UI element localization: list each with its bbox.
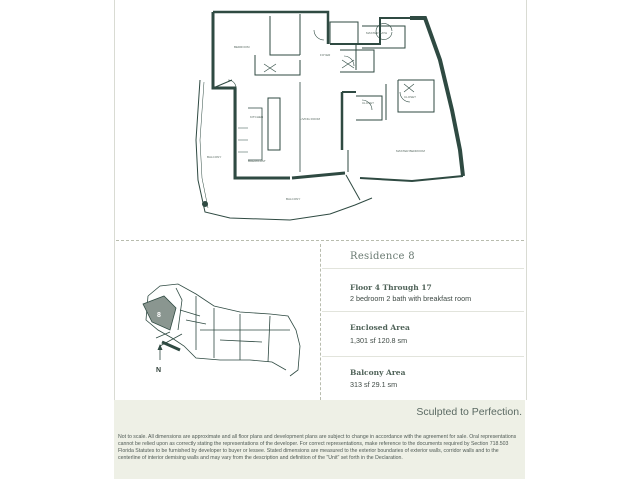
svg-text:BREAKFAST: BREAKFAST — [248, 159, 266, 163]
legal-disclaimer: Not to scale. All dimensions are approximate and all floor plans and development plans are subject to change in accordance with the agreement for sale. Oral representations cannot be relied upon as correctly stating the representations of the developer. For correct representations, make reference to the documents required by Section 718.503 Florida Statutes to be furnished by developer to buyer or lessee. Stated dimensions are measured to the exterior boundaries of exterior walls, corridor walls and to the centerline of interior demising walls and may vary from the description and definition of the "Unit" set forth in the Declaration. — [118, 434, 517, 461]
svg-text:CLOSET: CLOSET — [404, 95, 417, 99]
svg-text:FOYER: FOYER — [320, 53, 331, 57]
svg-text:MASTER BEDROOM: MASTER BEDROOM — [396, 149, 425, 153]
enclosed-area-heading: Enclosed Area — [350, 323, 410, 332]
info-divider — [322, 311, 524, 312]
enclosed-area-value: 1,301 sf 120.8 sm — [350, 336, 408, 345]
svg-text:BALCONY: BALCONY — [286, 197, 301, 201]
floor-range-text: 2 bedroom 2 bath with breakfast room — [350, 294, 472, 303]
svg-text:CLOSET: CLOSET — [362, 101, 375, 105]
north-indicator: N — [156, 367, 162, 374]
balcony-area-value: 313 sf 29.1 sm — [350, 380, 398, 389]
svg-text:MASTER BATH: MASTER BATH — [366, 31, 388, 35]
info-divider — [322, 356, 524, 357]
residence-title: Residence 8 — [350, 251, 415, 262]
svg-text:BEDROOM: BEDROOM — [234, 45, 250, 49]
svg-text:KITCHEN: KITCHEN — [250, 115, 264, 119]
info-divider — [322, 268, 524, 269]
footer — [114, 400, 525, 479]
tagline: Sculpted to Perfection. — [416, 406, 522, 418]
unit-marker: 8 — [157, 312, 161, 319]
svg-text:BALCONY: BALCONY — [207, 155, 222, 159]
svg-text:LIVING ROOM: LIVING ROOM — [300, 117, 321, 121]
balcony-area-heading: Balcony Area — [350, 368, 406, 377]
floor-range-heading: Floor 4 Through 17 — [350, 283, 432, 292]
